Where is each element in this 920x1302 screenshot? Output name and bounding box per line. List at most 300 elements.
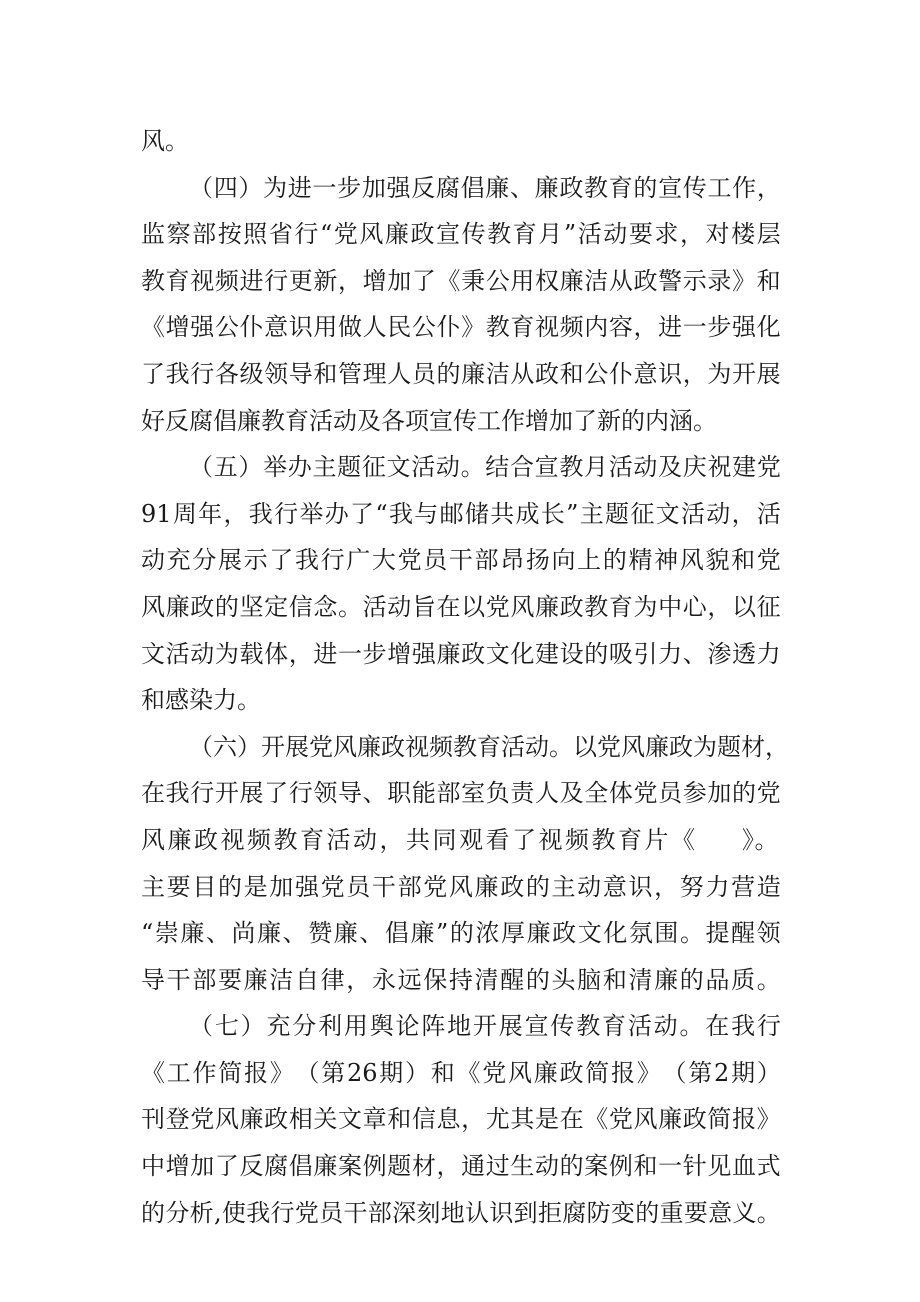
glyph: 的: [141, 1198, 165, 1227]
glyph: 省: [268, 220, 293, 249]
glyph: 报: [611, 1058, 636, 1087]
glyph: 建: [732, 453, 757, 482]
glyph: 领: [313, 779, 338, 808]
glyph: 题: [387, 1152, 412, 1181]
glyph: 化: [603, 919, 628, 948]
glyph: 加: [269, 872, 294, 901]
glyph: 干: [448, 546, 473, 575]
glyph: 合: [509, 453, 534, 482]
glyph: 设: [559, 639, 584, 668]
glyph: 。: [756, 965, 781, 994]
glyph: 。: [756, 1198, 781, 1227]
glyph: 提: [705, 919, 730, 948]
text-line: [141, 351, 781, 398]
glyph: 》: [636, 1058, 661, 1087]
glyph: 活: [680, 499, 705, 528]
glyph: 示: [243, 546, 268, 575]
glyph: 一: [338, 639, 362, 668]
glyph: 的: [621, 406, 645, 435]
glyph: 政: [669, 732, 693, 761]
text-line: [141, 398, 781, 445]
glyph: 和: [430, 1058, 455, 1087]
glyph: ，: [633, 313, 658, 342]
glyph: 报: [244, 1058, 268, 1087]
glyph: 章: [362, 1105, 387, 1134]
glyph: 育: [512, 220, 537, 249]
glyph: 廉: [474, 872, 499, 901]
glyph: 庆: [682, 453, 707, 482]
glyph: 目: [192, 872, 217, 901]
text-line: [141, 910, 781, 957]
glyph: 公: [411, 313, 436, 342]
glyph: 《: [584, 1105, 609, 1134]
glyph: 动: [353, 825, 378, 854]
text-line: [141, 1190, 781, 1237]
glyph: （: [189, 453, 213, 482]
glyph: 。: [679, 919, 704, 948]
glyph: 进: [313, 639, 338, 668]
glyph: 强: [294, 872, 319, 901]
glyph: 风: [141, 825, 166, 854]
glyph: 地: [440, 1198, 465, 1227]
glyph: 教: [485, 313, 510, 342]
glyph: 造: [756, 872, 781, 901]
glyph: 神: [654, 546, 679, 575]
glyph: 廉: [654, 965, 679, 994]
glyph: 醒: [731, 919, 756, 948]
glyph: ，: [679, 220, 704, 249]
glyph: 展: [756, 359, 781, 388]
glyph: 尤: [485, 1105, 510, 1134]
glyph: 能: [411, 779, 436, 808]
glyph: 。: [679, 1012, 704, 1041]
glyph: 主: [551, 872, 576, 901]
glyph: 员: [411, 359, 436, 388]
glyph: 廉: [165, 592, 190, 621]
glyph: 导: [288, 359, 313, 388]
glyph: 内: [584, 313, 609, 342]
glyph: 以: [732, 592, 756, 621]
glyph: 风: [141, 592, 165, 621]
glyph: 频: [559, 313, 584, 342]
glyph: 透: [732, 639, 756, 668]
glyph: 政: [633, 266, 658, 295]
glyph: 视: [538, 825, 564, 854]
glyph: 例: [362, 1152, 387, 1181]
glyph: 仆: [239, 313, 264, 342]
glyph: 拒: [537, 1198, 562, 1227]
glyph: 教: [559, 453, 584, 482]
glyph: 《: [671, 825, 696, 854]
glyph: 相: [288, 1105, 313, 1134]
glyph: 生: [510, 1152, 535, 1181]
glyph: 我: [388, 499, 413, 528]
glyph: 渗: [707, 639, 732, 668]
glyph: 》: [461, 313, 486, 342]
glyph: 储: [464, 499, 489, 528]
glyph: 我: [165, 779, 190, 808]
glyph: 题: [337, 453, 362, 482]
glyph: 政: [559, 173, 584, 202]
glyph: ，: [461, 1105, 486, 1134]
glyph: 》: [756, 1105, 781, 1134]
glyph: 开: [472, 1012, 497, 1041]
glyph: 定: [264, 592, 289, 621]
glyph: 育: [608, 592, 633, 621]
glyph: 关: [313, 1105, 338, 1134]
glyph: 展: [285, 732, 309, 761]
glyph: 权: [535, 266, 559, 295]
glyph: 动: [653, 1012, 678, 1041]
glyph: 崇: [154, 919, 179, 948]
glyph: 频: [247, 825, 272, 854]
glyph: 一: [312, 173, 337, 202]
glyph: 求: [654, 220, 679, 249]
glyph: 结: [485, 453, 510, 482]
glyph: （: [662, 1058, 687, 1087]
glyph: 教: [576, 1012, 601, 1041]
glyph: 示: [682, 266, 707, 295]
glyph: 行: [270, 1198, 295, 1227]
glyph: 公: [214, 313, 239, 342]
glyph: 党: [294, 1198, 319, 1227]
glyph: 项: [405, 406, 429, 435]
glyph: 教: [487, 220, 512, 249]
glyph: 理: [362, 359, 387, 388]
glyph: 工: [707, 173, 732, 202]
glyph: 品: [705, 965, 730, 994]
glyph: 用: [313, 313, 338, 342]
glyph: ）: [237, 732, 261, 761]
glyph: 活: [309, 406, 333, 435]
glyph: 党: [756, 779, 781, 808]
glyph: 风: [621, 732, 645, 761]
text-line: [141, 770, 781, 817]
glyph: 动: [141, 546, 165, 575]
glyph: 七: [214, 1012, 239, 1041]
glyph: 及: [658, 453, 683, 482]
glyph: 长: [540, 499, 565, 528]
glyph: 动: [525, 732, 549, 761]
glyph: 增: [165, 1152, 190, 1181]
glyph: 到: [513, 1198, 538, 1227]
glyph: 的: [436, 359, 461, 388]
glyph: 党: [633, 779, 658, 808]
glyph: 的: [449, 919, 474, 948]
glyph: 利: [318, 1012, 343, 1041]
glyph: 中: [658, 592, 683, 621]
glyph: 》。: [741, 825, 780, 854]
glyph: 好: [141, 406, 165, 435]
glyph: 和: [387, 1105, 412, 1134]
glyph: 。: [549, 732, 573, 761]
glyph: 为: [214, 639, 239, 668]
glyph: 看: [485, 825, 511, 854]
glyph: 引: [633, 639, 658, 668]
glyph: 监: [141, 220, 165, 249]
glyph: 变: [610, 1198, 635, 1227]
glyph: 增: [165, 313, 190, 342]
glyph: 政: [682, 1105, 707, 1134]
glyph: 职: [387, 779, 412, 808]
glyph: 教: [273, 825, 299, 854]
glyph: 工: [477, 406, 501, 435]
glyph: 和: [559, 359, 584, 388]
glyph: 廉: [559, 266, 584, 295]
glyph: 政: [500, 872, 525, 901]
glyph: 意: [633, 359, 658, 388]
glyph: 动: [706, 499, 731, 528]
glyph: 动: [633, 453, 658, 482]
glyph: 。: [338, 592, 362, 621]
glyph: 片: [644, 825, 670, 854]
glyph: 。: [693, 406, 717, 435]
glyph: 我: [165, 359, 190, 388]
glyph: 阵: [421, 1012, 446, 1041]
text-line: [141, 817, 781, 864]
glyph: 上: [577, 546, 602, 575]
glyph: 活: [577, 220, 602, 249]
text-line: [141, 724, 789, 771]
glyph: 政: [461, 639, 486, 668]
glyph: 频: [565, 825, 590, 854]
text-line: [141, 677, 781, 724]
glyph: 《: [456, 1058, 481, 1087]
glyph: 风: [333, 732, 357, 761]
glyph: 教: [591, 825, 617, 854]
glyph: 远: [397, 965, 422, 994]
glyph: 腐: [435, 173, 460, 202]
glyph: 廉: [645, 732, 669, 761]
glyph: 载: [239, 639, 264, 668]
glyph: 同: [432, 825, 458, 854]
glyph: 化: [510, 639, 535, 668]
glyph: 廉: [180, 919, 205, 948]
glyph: 部: [367, 1198, 392, 1227]
glyph: 人: [362, 313, 387, 342]
glyph: 一: [682, 313, 707, 342]
glyph: 廉: [485, 173, 510, 202]
glyph: 义: [732, 1198, 757, 1227]
glyph: 频: [429, 732, 453, 761]
glyph: 政: [535, 359, 559, 388]
glyph: 地: [447, 1012, 472, 1041]
glyph: 政: [190, 592, 215, 621]
glyph: 廉: [658, 1105, 683, 1134]
glyph: 了: [573, 406, 597, 435]
glyph: 级: [239, 359, 264, 388]
glyph: 要: [217, 965, 242, 994]
glyph: 党: [320, 872, 345, 901]
glyph: （: [189, 732, 213, 761]
glyph: 通: [461, 1152, 486, 1181]
glyph: 共: [406, 825, 431, 854]
glyph: 党: [756, 546, 781, 575]
glyph: 风: [679, 546, 704, 575]
glyph: 廉: [257, 919, 282, 948]
glyph: 照: [243, 220, 268, 249]
glyph: 吸: [608, 639, 633, 668]
glyph: 干: [343, 1198, 368, 1227]
glyph: 精: [628, 546, 653, 575]
glyph: 活: [326, 825, 352, 854]
glyph: 的: [217, 872, 242, 901]
glyph: 动: [190, 639, 215, 668]
glyph: 行: [274, 499, 299, 528]
glyph: 行: [190, 359, 215, 388]
glyph: 强: [190, 313, 215, 342]
glyph: 公: [584, 359, 609, 388]
text-line: [141, 584, 781, 631]
glyph: 教: [453, 732, 477, 761]
glyph: 倡: [384, 919, 409, 948]
glyph: 强: [386, 173, 411, 202]
glyph: 案: [338, 1152, 362, 1181]
glyph: 。: [165, 127, 189, 155]
glyph: 和: [141, 686, 165, 715]
glyph: 党: [482, 1058, 507, 1087]
glyph: 增: [362, 266, 387, 295]
glyph: 视: [220, 825, 246, 854]
glyph: 开: [214, 779, 239, 808]
glyph: 教: [141, 266, 165, 295]
glyph: 秉: [461, 266, 486, 295]
glyph: 党: [608, 1105, 633, 1134]
glyph: 、: [362, 779, 387, 808]
glyph: 防: [586, 1198, 611, 1227]
glyph: 活: [362, 592, 387, 621]
glyph: 风: [510, 592, 535, 621]
glyph: 动: [535, 1152, 559, 1181]
glyph: 了: [269, 546, 294, 575]
glyph: 育: [477, 732, 501, 761]
glyph: 办: [287, 453, 312, 482]
glyph: 廉: [535, 592, 559, 621]
glyph: 举: [263, 453, 288, 482]
glyph: 《: [141, 1058, 165, 1087]
glyph: 醒: [500, 965, 525, 994]
glyph: 风: [141, 127, 165, 155]
glyph: 廉: [237, 406, 261, 435]
glyph: 党: [756, 453, 781, 482]
glyph: 育: [300, 825, 325, 854]
glyph: 倡: [288, 1152, 313, 1181]
glyph: 建: [535, 639, 559, 668]
glyph: 风: [214, 1105, 239, 1134]
glyph: 体: [608, 779, 633, 808]
glyph: ）: [405, 1058, 430, 1087]
glyph: 活: [756, 499, 781, 528]
glyph: 主: [312, 453, 337, 482]
glyph: 头: [551, 965, 576, 994]
glyph: 反: [239, 1152, 264, 1181]
glyph: 容: [608, 313, 633, 342]
glyph: 办: [324, 499, 349, 528]
glyph: 文: [577, 919, 602, 948]
glyph: 旨: [411, 592, 436, 621]
glyph: 了: [411, 266, 436, 295]
glyph: 在: [436, 592, 461, 621]
glyph: 从: [510, 359, 535, 388]
glyph: 宣: [658, 173, 683, 202]
glyph: 开: [261, 732, 285, 761]
glyph: 举: [299, 499, 324, 528]
glyph: 行: [288, 779, 313, 808]
glyph: 民: [387, 313, 412, 342]
glyph: 文: [141, 639, 165, 668]
glyph: 报: [732, 1105, 756, 1134]
glyph: 步: [707, 313, 732, 342]
text-line: [141, 258, 781, 305]
glyph: 了: [264, 779, 289, 808]
glyph: 文: [386, 453, 411, 482]
glyph: 加: [190, 1152, 215, 1181]
glyph: 简: [218, 1058, 243, 1087]
glyph: 动: [387, 592, 412, 621]
glyph: 频: [214, 266, 239, 295]
glyph: 年: [198, 499, 223, 528]
glyph: 力: [658, 639, 683, 668]
glyph: ”: [566, 499, 579, 528]
glyph: ,: [213, 1198, 222, 1227]
text-line: [141, 491, 781, 538]
glyph: ，: [338, 266, 362, 295]
glyph: 论: [395, 1012, 420, 1041]
glyph: 以: [461, 592, 486, 621]
glyph: 的: [584, 639, 609, 668]
glyph: 文: [485, 639, 510, 668]
glyph: 周: [172, 499, 197, 528]
glyph: 清: [474, 965, 499, 994]
glyph: 重: [659, 1198, 684, 1227]
glyph: 浓: [475, 919, 500, 948]
glyph: 风: [633, 1105, 658, 1134]
glyph: 要: [683, 1198, 708, 1227]
glyph: 《: [436, 266, 461, 295]
glyph: 深: [392, 1198, 417, 1227]
glyph: 加: [707, 779, 732, 808]
glyph: 对: [705, 220, 730, 249]
glyph: 材: [741, 732, 765, 761]
glyph: 录: [707, 266, 732, 295]
glyph: 倡: [460, 173, 485, 202]
glyph: 律: [320, 965, 345, 994]
glyph: 刻: [416, 1198, 441, 1227]
glyph: （: [189, 1012, 213, 1041]
glyph: ”: [563, 220, 577, 249]
glyph: 活: [411, 453, 436, 482]
glyph: 育: [510, 313, 535, 342]
glyph: 人: [387, 359, 412, 388]
glyph: 步: [362, 639, 387, 668]
glyph: ，: [346, 965, 371, 994]
glyph: “: [141, 919, 154, 948]
text-line: [141, 118, 781, 165]
glyph: 与: [414, 499, 439, 528]
glyph: 育: [285, 406, 309, 435]
glyph: 公: [485, 266, 510, 295]
glyph: 和: [756, 266, 781, 295]
glyph: 反: [411, 173, 436, 202]
glyph: 负: [485, 779, 510, 808]
glyph: 政: [559, 1058, 584, 1087]
glyph: 要: [628, 220, 653, 249]
glyph: 室: [461, 779, 486, 808]
glyph: 式: [756, 1152, 781, 1181]
glyph: 我: [246, 1198, 271, 1227]
glyph: 分: [192, 546, 217, 575]
glyph: 员: [319, 1198, 344, 1227]
